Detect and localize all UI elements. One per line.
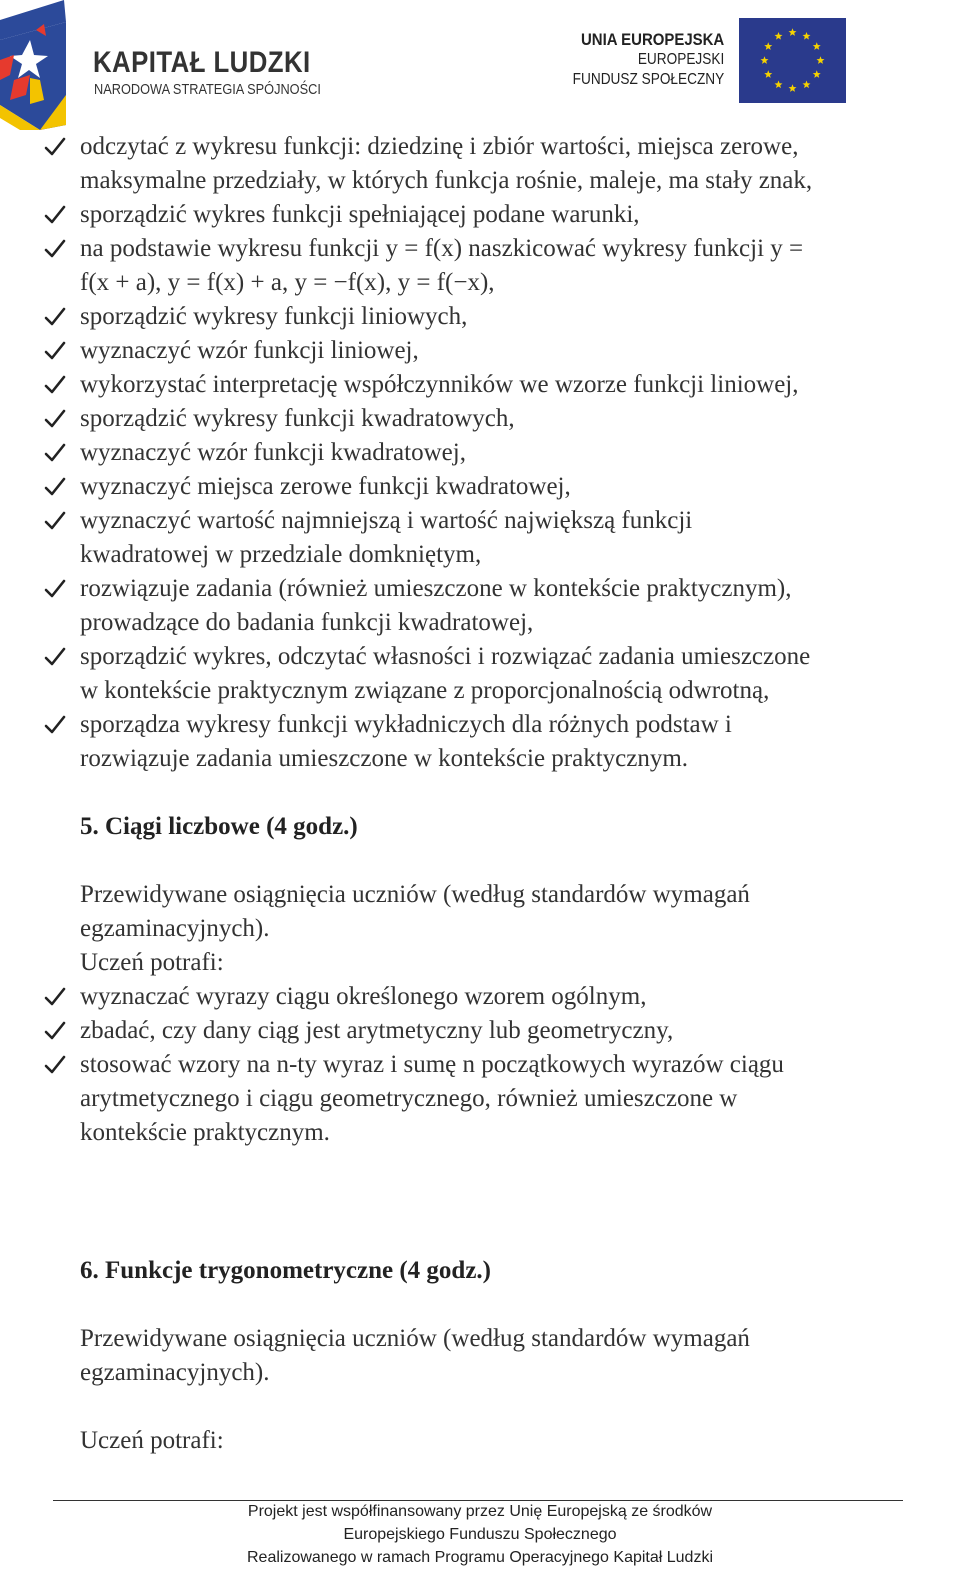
checkmark-icon xyxy=(44,1020,66,1042)
section-6-student-can: Uczeń potrafi: xyxy=(80,1427,224,1454)
checklist-item xyxy=(0,130,960,164)
checkmark-icon xyxy=(44,238,66,260)
checklist-item-continuation xyxy=(0,164,960,198)
footer-line-2: Europejskiego Funduszu Społecznego xyxy=(343,1526,617,1543)
checklist-item-text: sporządzić wykres funkcji spełniającej podane warunki, xyxy=(80,201,640,228)
footer-line-1: Projekt jest współfinansowany przez Unię Europejską ze środków xyxy=(247,1503,713,1520)
checklist-item xyxy=(0,300,960,334)
eu-label-line3: FUNDUSZ SPOŁECZNY xyxy=(572,71,724,88)
checkmark-icon xyxy=(44,306,66,328)
kapital-ludzki-subtitle: NARODOWA STRATEGIA SPÓJNOŚCI xyxy=(94,82,321,98)
section-5-intro-line-2: egzaminacyjnych). xyxy=(80,915,270,942)
checklist-item-text: wyznaczyć miejsca zerowe funkcji kwadratowej, xyxy=(80,473,571,500)
checklist-item xyxy=(0,572,960,606)
kapital-ludzki-title: KAPITAŁ LUDZKI xyxy=(93,46,311,79)
checklist-item xyxy=(0,640,960,674)
checklist-item-text: sporządzić wykresy funkcji kwadratowych, xyxy=(80,405,515,432)
page-footer xyxy=(0,1500,960,1569)
section-6-intro-line-1: Przewidywane osiągnięcia uczniów (według standardów wymagań xyxy=(80,1325,750,1352)
checklist-item-text: wyznaczyć wartość najmniejszą i wartość największą funkcji xyxy=(80,507,693,534)
page-header xyxy=(0,0,960,135)
section-5-intro-line-1: Przewidywane osiągnięcia uczniów (według standardów wymagań xyxy=(80,881,750,908)
eu-flag-icon xyxy=(739,18,846,103)
checkmark-icon xyxy=(44,714,66,736)
checklist-item xyxy=(0,436,960,470)
checklist-item xyxy=(0,198,960,232)
checklist-item-text: wykorzystać interpretację współczynników we wzorze funkcji liniowej, xyxy=(80,371,799,398)
checkmark-icon xyxy=(44,136,66,158)
checkmark-icon xyxy=(44,510,66,532)
checkmark-icon xyxy=(44,442,66,464)
section-5-student-can: Uczeń potrafi: xyxy=(80,949,224,976)
checkmark-icon xyxy=(44,374,66,396)
checklist-item-text: w kontekście praktycznym związane z proporcjonalnością odwrotną, xyxy=(80,677,770,704)
checkmark-icon xyxy=(44,476,66,498)
eu-label-line2: EUROPEJSKI xyxy=(637,51,724,68)
checklist-item xyxy=(0,1014,960,1048)
checklist-item xyxy=(0,334,960,368)
checklist-item-continuation xyxy=(0,1116,960,1150)
checklist-item-continuation xyxy=(0,606,960,640)
section-6-heading: 6. Funkcje trygonometryczne (4 godz.) xyxy=(80,1257,492,1284)
checkmark-icon xyxy=(44,646,66,668)
checklist-item-text: wyznaczyć wzór funkcji kwadratowej, xyxy=(80,439,466,466)
checklist-item xyxy=(0,470,960,504)
checklist-item-text: maksymalne przedziały, w których funkcja rośnie, maleje, ma stały znak, xyxy=(80,167,813,194)
checklist-item-text: f(x + a), y = f(x) + a, y = −f(x), y = f(−x), xyxy=(80,269,495,296)
checkmark-icon xyxy=(44,340,66,362)
checklist-item xyxy=(0,368,960,402)
checklist-item xyxy=(0,504,960,538)
checklist-item-text: rozwiązuje zadania umieszczone w kontekście praktycznym. xyxy=(80,745,689,772)
checklist-item xyxy=(0,402,960,436)
checkmark-icon xyxy=(44,986,66,1008)
checklist-item-continuation xyxy=(0,742,960,776)
checklist-item-text: stosować wzory na n-ty wyraz i sumę n początkowych wyrazów ciągu xyxy=(80,1051,784,1078)
checkmark-icon xyxy=(44,204,66,226)
checkmark-icon xyxy=(44,1054,66,1076)
checklist-item-text: kwadratowej w przedziale domkniętym, xyxy=(80,541,482,568)
checklist-item-text: prowadzące do badania funkcji kwadratowej, xyxy=(80,609,534,636)
checklist-item-text: na podstawie wykresu funkcji y = f(x) naszkicować wykresy funkcji y = xyxy=(80,235,804,262)
kapital-ludzki-logo xyxy=(0,0,80,130)
checklist-item-text: wyznaczyć wzór funkcji liniowej, xyxy=(80,337,419,364)
eu-label-line1: UNIA EUROPEJSKA xyxy=(580,30,724,49)
checklist-item xyxy=(0,980,960,1014)
checklist-item-text: sporządzić wykresy funkcji liniowych, xyxy=(80,303,468,330)
checklist-item-text: kontekście praktycznym. xyxy=(80,1119,330,1146)
section-6-intro-line-2: egzaminacyjnych). xyxy=(80,1359,270,1386)
checklist-item-text: wyznaczać wyrazy ciągu określonego wzorem ogólnym, xyxy=(80,983,647,1010)
checklist-item xyxy=(0,232,960,266)
checklist-item-text: sporządzić wykres, odczytać własności i rozwiązać zadania umieszczone xyxy=(80,643,811,670)
checklist-item xyxy=(0,708,960,742)
checklist-item-continuation xyxy=(0,1082,960,1116)
checkmark-icon xyxy=(44,578,66,600)
section-5-heading: 5. Ciągi liczbowe (4 godz.) xyxy=(80,813,358,840)
eu-fund-label xyxy=(572,30,724,90)
checklist-item-text: arytmetycznego i ciągu geometrycznego, również umieszczone w xyxy=(80,1085,738,1112)
checklist-item-continuation xyxy=(0,538,960,572)
checklist-item-continuation xyxy=(0,674,960,708)
checklist-item-text: zbadać, czy dany ciąg jest arytmetyczny lub geometryczny, xyxy=(80,1017,674,1044)
checklist-item-text: rozwiązuje zadania (również umieszczone w kontekście praktycznym), xyxy=(80,575,792,602)
checklist-item-text: sporządza wykresy funkcji wykładniczych dla różnych podstaw i xyxy=(80,711,732,738)
footer-line-3: Realizowanego w ramach Programu Operacyjnego Kapitał Ludzki xyxy=(246,1549,714,1566)
checkmark-icon xyxy=(44,408,66,430)
checklist-item xyxy=(0,1048,960,1082)
checklist-item-continuation xyxy=(0,266,960,300)
checklist-item-text: odczytać z wykresu funkcji: dziedzinę i zbiór wartości, miejsca zerowe, xyxy=(80,133,799,160)
